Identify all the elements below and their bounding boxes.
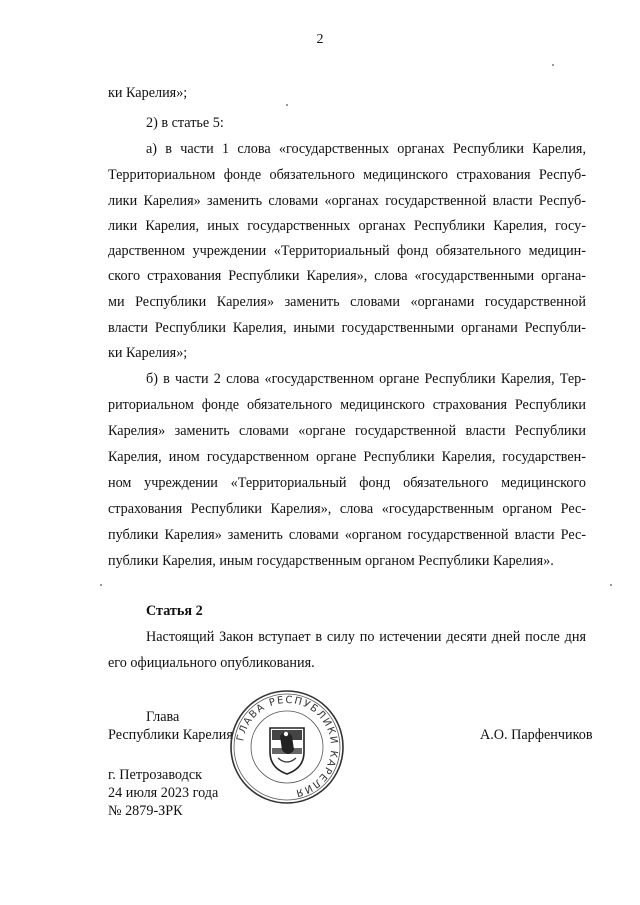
text-line: ми Республики Карелия» заменить словами «органами государственной bbox=[108, 294, 586, 310]
text-line: 2) в статье 5: bbox=[146, 115, 224, 131]
text-line: страхования Республики Карелия», слова «государственным органом Рес- bbox=[108, 501, 586, 517]
text-line: риториальном фонде обязательного медицинского страхования Республики bbox=[108, 397, 586, 413]
page-number: 2 bbox=[316, 32, 324, 47]
text-line: Территориальном фонде обязательного медицинского страхования Респуб- bbox=[108, 167, 586, 183]
signatory-name: А.О. Парфенчиков bbox=[480, 727, 593, 743]
seal-text: ГЛАВА РЕСПУБЛИКИ КАРЕЛИЯ bbox=[235, 694, 340, 799]
text-line: публики Карелия» заменить словами «органом государственной власти Рес- bbox=[108, 527, 586, 543]
text-line: ского страхования Республики Карелия», слова «государственными органа- bbox=[108, 268, 586, 284]
text-line: ном учреждении «Территориальный фонд обязательного медицинского bbox=[108, 475, 586, 491]
text-line: лики Карелия» заменить словами «органах государственной власти Респуб- bbox=[108, 193, 586, 209]
scan-speck bbox=[286, 104, 288, 106]
text-line: его официального опубликования. bbox=[108, 655, 315, 671]
signatory-title: Республики Карелия bbox=[108, 727, 233, 743]
text-line: ки Карелия»; bbox=[108, 345, 188, 361]
text-line: Карелия» заменить словами «органе государственной власти Республики bbox=[108, 423, 586, 439]
text-line: лики Карелия, иных государственных органах Республики Карелия, госу- bbox=[108, 218, 586, 234]
law-number: № 2879-ЗРК bbox=[108, 803, 183, 819]
article-heading: Статья 2 bbox=[146, 603, 203, 619]
scan-speck bbox=[100, 584, 102, 586]
text-line: Настоящий Закон вступает в силу по истечении десяти дней после дня bbox=[146, 629, 586, 645]
text-line: дарственном учреждении «Территориальный фонд обязательного медицин- bbox=[108, 243, 586, 259]
place: г. Петрозаводск bbox=[108, 767, 203, 783]
text-line: власти Республики Карелия, иными государственными органами Республи- bbox=[108, 320, 586, 336]
text-line: а) в части 1 слова «государственных органах Республики Карелия, bbox=[146, 141, 586, 157]
text-line: публики Карелия, иным государственным органом Республики Карелия». bbox=[108, 553, 554, 569]
signatory-title: Глава bbox=[146, 709, 180, 725]
scan-speck bbox=[552, 64, 554, 66]
text-line: б) в части 2 слова «государственном органе Республики Карелия, Тер- bbox=[146, 371, 586, 387]
date: 24 июля 2023 года bbox=[108, 785, 219, 801]
official-seal bbox=[228, 688, 346, 806]
text-line: Карелия, ином государственном органе Республики Карелия, государствен- bbox=[108, 449, 586, 465]
coat-of-arms-icon bbox=[270, 728, 304, 774]
text-line: ки Карелия»; bbox=[108, 85, 188, 101]
scan-speck bbox=[610, 584, 612, 586]
